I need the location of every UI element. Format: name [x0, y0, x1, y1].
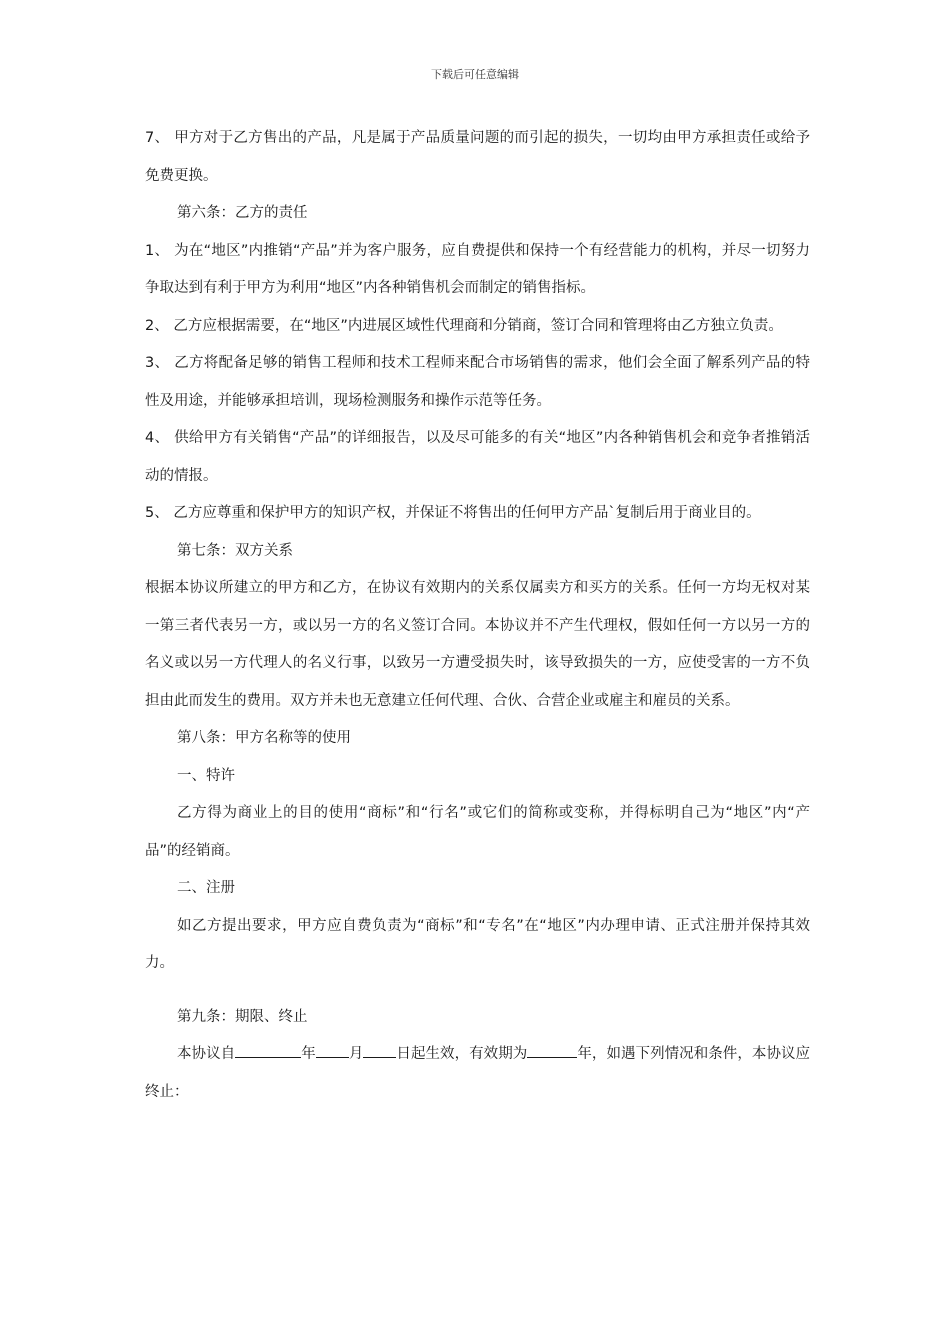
- article-6-item-1: 1、 为在“地区”内推销“产品”并为客户服务，应自费提供和保持一个有经营能力的机构，并尽一切努力争取达到有利于甲方为利用“地区”内各种销售机会而制定的销售指标。: [145, 242, 810, 296]
- article-6-item-3: 3、 乙方将配备足够的销售工程师和技术工程师来配合市场销售的需求，他们会全面了解系列产品的特性及用途，并能够承担培训，现场检测服务和操作示范等任务。: [145, 355, 810, 409]
- article-6-item-5: 5、 乙方应尊重和保护甲方的知识产权，并保证不将售出的任何甲方产品`复制后用于商业目的。: [145, 505, 761, 521]
- clause-7: 7、 甲方对于乙方售出的产品，凡是属于产品质量问题的而引起的损失，一切均由甲方承担责任或给予免费更换。: [145, 130, 810, 184]
- article-6-item-2: 2、 乙方应根据需要，在“地区”内进展区域性代理商和分销商，签订合同和管理将由乙方独立负责。: [145, 317, 783, 334]
- duration-blank: [527, 1043, 577, 1058]
- article-7-heading: 第七条：双方关系: [177, 542, 293, 559]
- article-6-item-4: 4、 供给甲方有关销售“产品”的详细报告，以及尽可能多的有关“地区”内各种销售机会和竞争者推销活动的情报。: [145, 430, 810, 484]
- article-8-subheading-1: 一、特许: [177, 767, 235, 784]
- term-text-4: 日起生效，有效期为: [396, 1046, 528, 1062]
- day-blank: [363, 1043, 396, 1058]
- document-body: [145, 120, 810, 1111]
- article-8-registration-body: 如乙方提出要求，甲方应自费负责为“商标”和“专名”在“地区”内办理申请、正式注册并保持其效力。: [145, 917, 810, 971]
- term-clause: [145, 1036, 810, 1111]
- page-header: 下载后可任意编辑: [431, 68, 519, 81]
- term-text-1: 本协议自: [177, 1046, 236, 1062]
- article-7-body: 根据本协议所建立的甲方和乙方，在协议有效期内的关系仅属卖方和买方的关系。任何一方均无权对某一第三者代表另一方，或以另一方的名义签订合同。本协议并不产生代理权，假如任何一方以另一方的名义或以另一方代理人的名义行事，以致另一方遭受损失时，该导致损失的一方，应使受害的一方不负担由此而发生的费用。双方并未也无意建立任何代理、合伙、合营企业或雇主和雇员的关系。: [145, 580, 810, 709]
- term-text-3: 月: [348, 1046, 364, 1062]
- term-text-2: 年: [301, 1046, 316, 1062]
- month-blank: [316, 1043, 349, 1058]
- year-blank: [235, 1043, 301, 1058]
- article-9-heading: 第九条：期限、终止: [177, 1008, 308, 1025]
- article-8-subheading-2: 二、注册: [177, 880, 235, 896]
- article-6-heading: 第六条：乙方的责任: [177, 205, 308, 221]
- term-text-5: 年，如遇下列情况和条件，本协议应终止：: [145, 1046, 811, 1100]
- spacer: [145, 983, 810, 999]
- article-8-license-body: 乙方得为商业上的目的使用“商标”和“行名”或它们的简称或变称，并得标明自己为“地区”内“产品”的经销商。: [145, 805, 810, 859]
- article-8-heading: 第八条：甲方名称等的使用: [177, 730, 351, 746]
